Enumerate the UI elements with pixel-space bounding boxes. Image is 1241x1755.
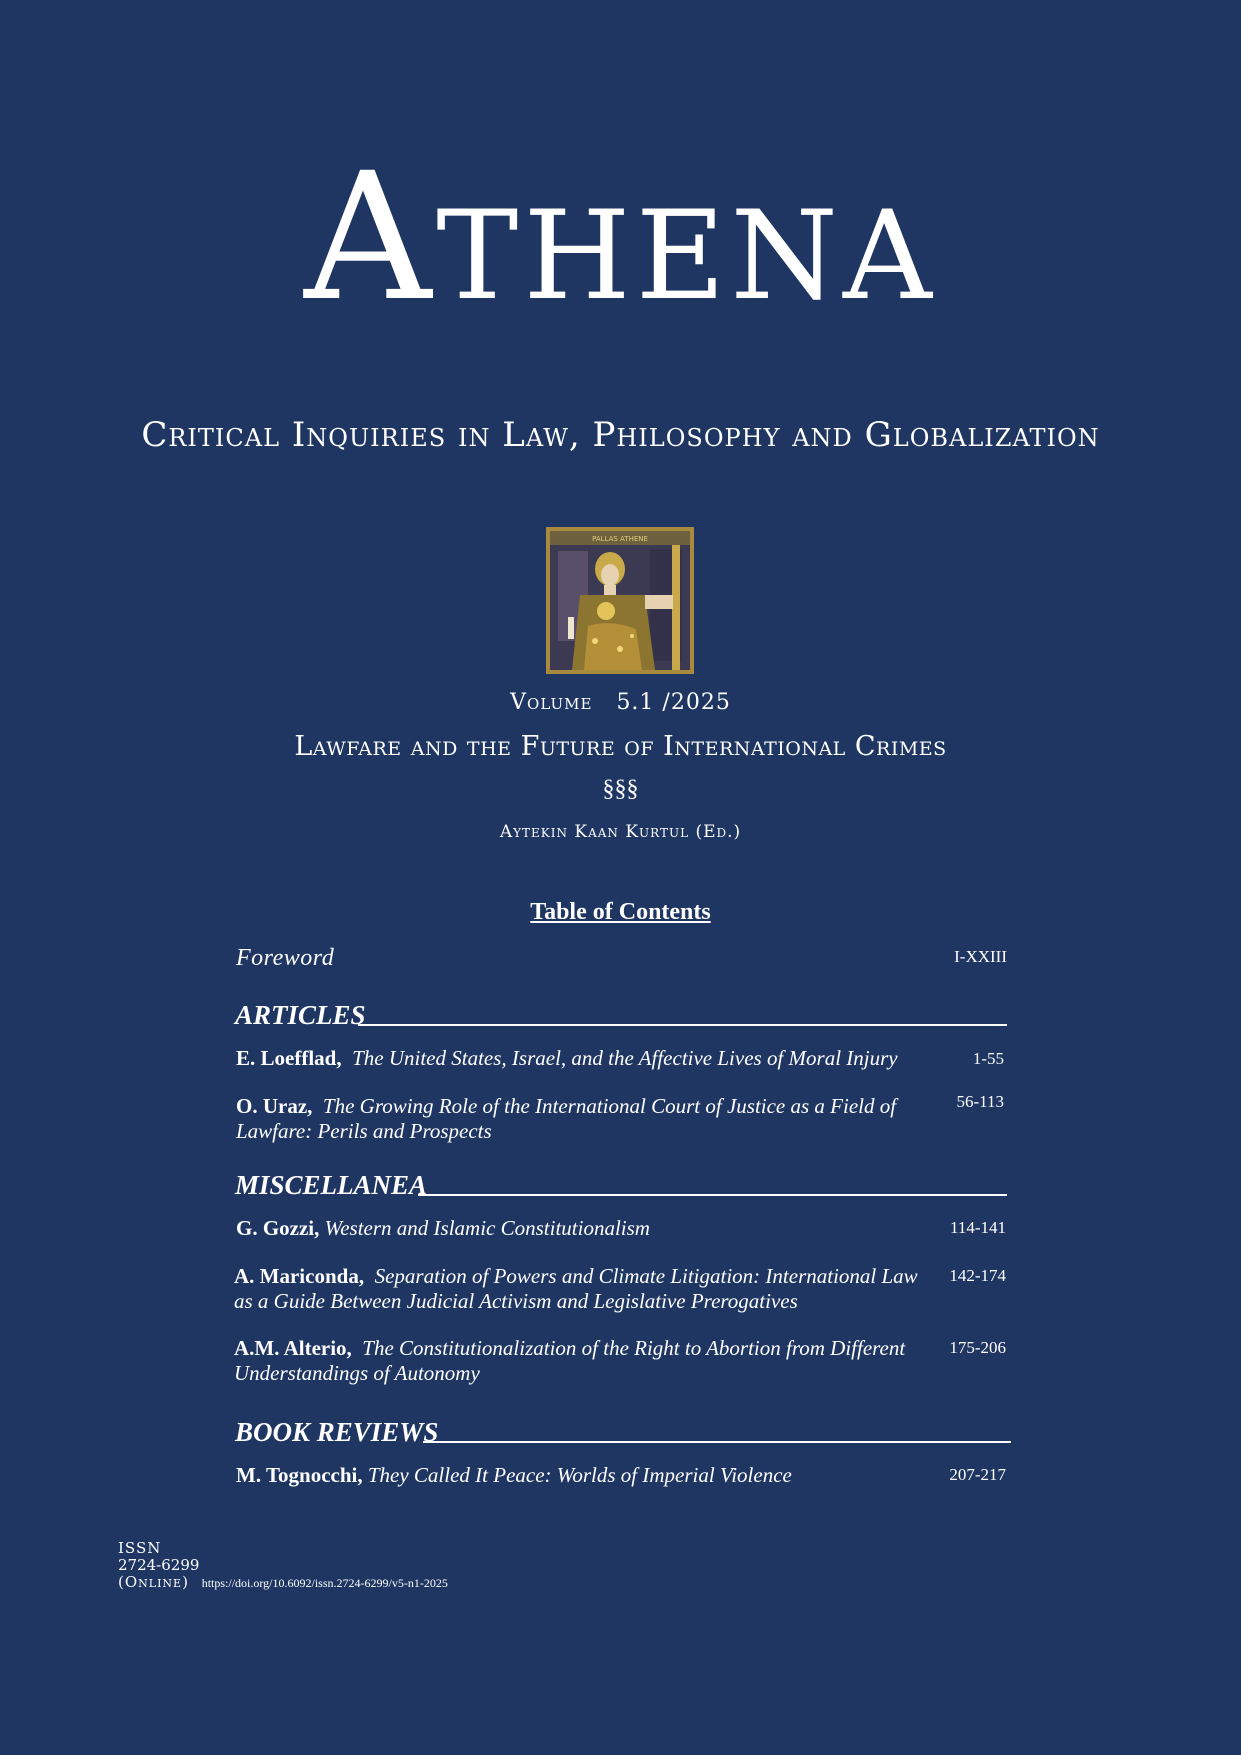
entry-pages: 207-217 xyxy=(949,1465,1006,1484)
journal-title: Athena xyxy=(304,135,937,340)
entry-title: The United States, Israel, and the Affective Lives of Moral Injury xyxy=(352,1046,898,1070)
section-heading-articles: ARTICLES xyxy=(235,1000,366,1030)
athena-painting-icon xyxy=(546,527,694,674)
toc-entry xyxy=(236,1463,926,1488)
section-rule xyxy=(418,1194,1007,1196)
entry-title: The Growing Role of the International Court of Justice as a Field of xyxy=(322,1094,897,1118)
entry-title-continued: Understandings of Autonomy xyxy=(234,1361,480,1385)
entry-author: A.M. Alterio, xyxy=(234,1336,352,1360)
section-mark: §§§ xyxy=(602,776,639,802)
section-heading-miscellanea: MISCELLANEA xyxy=(235,1170,428,1200)
issn-label: ISSN xyxy=(118,1539,162,1557)
section-rule xyxy=(423,1441,1011,1443)
entry-pages: 114-141 xyxy=(949,1218,1006,1237)
volume-number: 5.1 /2025 xyxy=(616,690,731,715)
volume-label: Volume xyxy=(510,690,593,715)
issn-format: (Online) xyxy=(118,1573,189,1591)
entry-title: Western and Islamic Constitutionalism xyxy=(324,1216,650,1240)
entry-title: They Called It Peace: Worlds of Imperial Violence xyxy=(367,1463,792,1487)
entry-author: G. Gozzi, xyxy=(236,1216,320,1240)
toc-entry xyxy=(236,1216,926,1241)
toc-heading: Table of Contents xyxy=(530,899,711,925)
volume-info xyxy=(0,692,1241,714)
toc-entry xyxy=(234,1336,924,1386)
toc-foreword: Foreword xyxy=(236,945,335,971)
issue-title: Lawfare and the Future of International Crimes xyxy=(294,731,947,762)
entry-title: The Constitutionalization of the Right to Abortion from Different xyxy=(362,1336,906,1360)
toc-entry xyxy=(234,1264,924,1314)
journal-subtitle: Critical Inquiries in Law, Philosophy and Globalization xyxy=(141,415,1100,455)
doi-link[interactable]: https://doi.org/10.6092/issn.2724-6299/v5-n1-2025 xyxy=(201,1576,448,1590)
painting-caption: PALLAS ATHENE xyxy=(592,535,648,543)
editor: Aytekin Kaan Kurtul (Ed.) xyxy=(499,822,742,842)
entry-author: O. Uraz, xyxy=(236,1094,313,1118)
issn-number: 2724-6299 xyxy=(118,1556,200,1574)
entry-author: A. Mariconda, xyxy=(234,1264,365,1288)
entry-author: M. Tognocchi, xyxy=(236,1463,363,1487)
entry-pages: 175-206 xyxy=(949,1338,1006,1357)
entry-pages: 1-55 xyxy=(972,1049,1004,1068)
section-heading-book-reviews: BOOK REVIEWS xyxy=(235,1417,439,1447)
entry-pages: 56-113 xyxy=(956,1092,1004,1111)
entry-title-continued: as a Guide Between Judicial Activism and Legislative Prerogatives xyxy=(234,1289,798,1313)
toc-entry xyxy=(236,1046,926,1071)
entry-title: Separation of Powers and Climate Litigation: International Law xyxy=(374,1264,918,1288)
entry-pages: 142-174 xyxy=(949,1266,1006,1285)
issn-block xyxy=(118,1540,448,1592)
entry-author: E. Loefflad, xyxy=(236,1046,342,1070)
toc-entry xyxy=(236,1094,926,1144)
toc-foreword-pages: I-XXIII xyxy=(954,947,1007,966)
section-rule xyxy=(358,1024,1007,1026)
entry-title-continued: Lawfare: Perils and Prospects xyxy=(236,1119,492,1143)
